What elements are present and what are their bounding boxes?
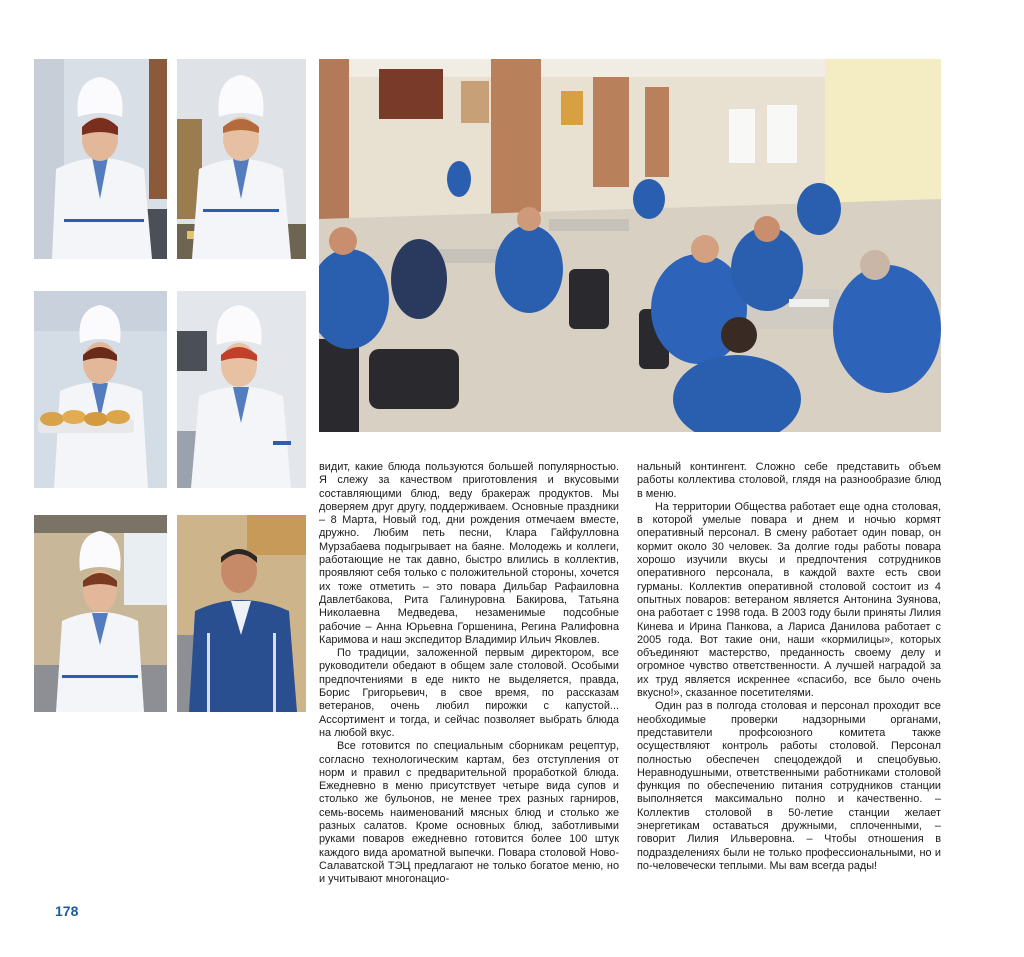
paragraph: По традиции, заложенной первым директором, все руководители обедают в общем зале столовой. Особыми предпочтениями в еде никто не выделяется, правда, Борис Григорьевич, в свое время, по рассказам ветеранов, очень любил пирожки с капустой... Ассортимент и тогда, и сейчас позволяет выбрать блюда на любой вкус. [319, 647, 619, 739]
canteen-dining-hall [319, 59, 941, 432]
page-number: 178 [55, 903, 79, 919]
paragraph: видит, какие блюда пользуются большей популярностью. Я слежу за качеством приготовления и вкусовыми составляющими блюд, веду бракераж продуктов. Мы доверяем друг другу, поддерживаем. Основные праздники – 8 Марта, Новый год, дни рождения отмечаем вместе, дружно. Любим петь песни, Клара Гайфулловна Мурзабаева подыгрывает на баяне. Молодежь и коллеги, работающие не так давно, быстро влились в коллектив, проявляют себя только с положительной стороны, хочется их тоже отметить – это повара Дильбар Рафаиловна Давлетбакова, Рита Галинуровна Бакирова, Татьяна Николаевна Медведева, незаменимые подсобные рабочие – Анна Юрьевна Горшенина, Регина Ралифовна Каримова и наш экспедитор Владимир Ильич Яковлев. [319, 461, 619, 646]
cook-portrait-3 [34, 291, 167, 488]
paragraph: нальный контингент. Сложно себе представить объем работы коллектива столовой, глядя на разнообразие блюд в меню. [637, 461, 941, 500]
cook-portrait-2 [177, 59, 306, 259]
paragraph: На территории Общества работает еще одна столовая, в которой умелые повара и днем и ночью кормят оперативный персонал. В смену работает один повар, он кормит около 30 человек. За долгие годы работы повара хорошо изучили вкусы и предпочтения сотрудников оперативного персонала, в каждой вахте есть свои гурманы. Коллектив оперативной столовой состоит из 4 опытных поваров: ветераном является Антонина Зуянова, она работает с 1998 года. В 2003 году были приняты Лилия Кинева и Ирина Панкова, а Лариса Данилова работает с 2005 года. Вот такие они, наши «кормилицы», которых объединяют мастерство, преданность своему делу и огромное чувство ответственности. А лучшей наградой за их труд является искреннее «спасибо, все было очень вкусно!», сказанное посетителями. [637, 500, 941, 700]
article-column-2 [637, 461, 941, 873]
paragraph: Один раз в полгода столовая и персонал проходит все необходимые проверки надзорными органами, представители профсоюзного комитета также осуществляют контроль работы столовой. Персонал полностью обеспечен спецодеждой и спецобувью. Неравнодушными, ответственными работниками столовой функция по обеспечению питания сотрудников станции выполняется максимально полно и качественно. – Коллектив столовой в 50-летие станции желает энергетикам оставаться дружными, сплоченными, – говорит Лилия Ильверовна. – Чтобы отношения в подразделениях были не только профессиональными, но и по-человечески теплыми. Мы вам всегда рады! [637, 700, 941, 872]
paragraph: Все готовится по специальным сборникам рецептур, согласно технологическим картам, без отступления от норм и правил с предварительной проработкой блюда. Ежедневно в меню присутствует четыре вида супов и столько же бульонов, не менее трех разных гарниров, семь-восемь наименований мясных блюд и столько же разных салатов. Кроме основных блюд, заботливыми руками поваров ежедневно готовится более 100 штук каждого вида ароматной выпечки. Повара столовой Ново-Салаватской ТЭЦ предлагают не только богатое меню, но и учитывают многонацио- [319, 740, 619, 886]
article-column-1 [319, 461, 619, 887]
expeditor-portrait [177, 515, 306, 712]
cook-portrait-1 [34, 59, 167, 259]
cook-portrait-4 [177, 291, 306, 488]
cook-portrait-5 [34, 515, 167, 712]
